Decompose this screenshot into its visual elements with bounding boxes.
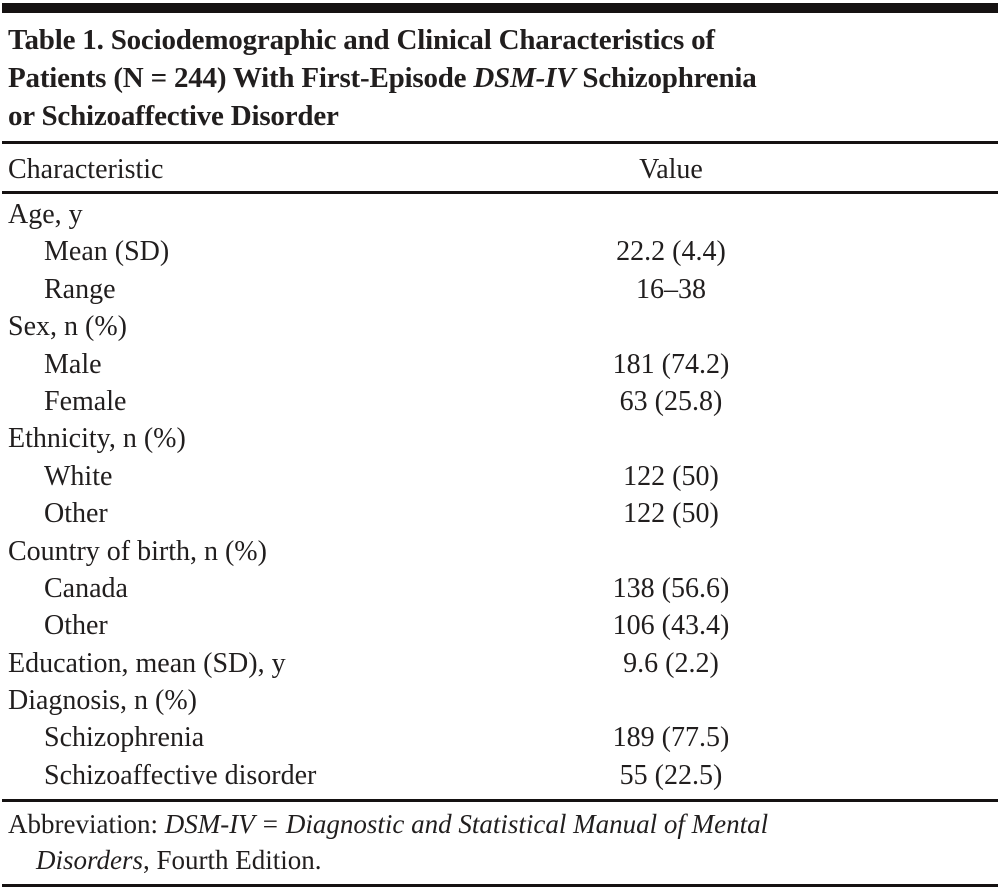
row-value: 16–38 [636, 273, 706, 305]
row-label: Sex, n (%) [8, 311, 127, 343]
table-row [0, 420, 1001, 457]
table-row [0, 196, 1001, 233]
footnote-edition: , Fourth Edition. [143, 845, 322, 875]
table-row [0, 533, 1001, 570]
table-row [0, 458, 1001, 495]
row-label: Education, mean (SD), y [8, 647, 286, 679]
row-value: 181 (74.2) [612, 348, 730, 380]
table-body [0, 196, 1001, 794]
table-row [0, 719, 1001, 756]
row-value [491, 420, 851, 457]
row-label: Schizophrenia [44, 722, 205, 754]
title-line3: or Schizoaffective Disorder [8, 100, 339, 132]
row-label: Country of birth, n (%) [8, 535, 267, 567]
row-value [491, 308, 851, 345]
title-divider-rule [2, 141, 998, 144]
row-value: 63 (25.8) [619, 385, 723, 417]
row-value: 22.2 (4.4) [616, 236, 726, 268]
title-line2-pre: Patients (N = 244) With First-Episode [8, 62, 474, 94]
row-value [491, 196, 851, 233]
row-value: 55 (22.5) [619, 759, 723, 791]
table-footnote [8, 806, 993, 878]
row-label: Mean (SD) [44, 236, 170, 268]
row-label: Range [44, 273, 116, 305]
row-label: Ethnicity, n (%) [8, 423, 186, 455]
row-value: 106 (43.4) [612, 610, 730, 642]
table-row [0, 383, 1001, 420]
table-row [0, 233, 1001, 270]
table-row [0, 607, 1001, 644]
table-row [0, 271, 1001, 308]
row-value: 122 (50) [623, 460, 719, 492]
table-row [0, 495, 1001, 532]
footnote-disorders-italic: Disorders [36, 845, 144, 875]
header-divider-rule [2, 191, 998, 194]
bottom-rule [2, 884, 998, 887]
row-label: Other [44, 610, 108, 642]
row-label: Diagnosis, n (%) [8, 685, 197, 717]
row-label: Male [44, 348, 102, 380]
table-title [8, 21, 995, 135]
row-value [491, 533, 851, 570]
table-row [0, 308, 1001, 345]
row-label: White [44, 460, 113, 492]
table-row [0, 645, 1001, 682]
top-thick-rule [2, 3, 998, 13]
footnote-line2 [8, 845, 322, 875]
footnote-dsm-expansion-italic: DSM-IV = Diagnostic and Statistical Manual of Mental [164, 809, 769, 839]
row-label: Schizoaffective disorder [44, 759, 317, 791]
table-row [0, 682, 1001, 719]
table-row [0, 346, 1001, 383]
row-value: 189 (77.5) [612, 722, 730, 754]
row-value: 122 (50) [623, 498, 719, 530]
row-value [491, 682, 851, 719]
column-header-characteristic: Characteristic [8, 154, 164, 185]
table-row [0, 757, 1001, 794]
title-dsm-iv-italic: DSM-IV [473, 62, 576, 94]
footnote-divider-rule [2, 799, 998, 802]
row-value: 138 (56.6) [612, 572, 730, 604]
row-label: Other [44, 498, 108, 530]
row-value: 9.6 (2.2) [623, 647, 719, 679]
title-line1: Table 1. Sociodemographic and Clinical Characteristics of [8, 24, 715, 56]
table-row [0, 570, 1001, 607]
row-label: Canada [44, 572, 128, 604]
column-header-row [0, 151, 1001, 189]
row-label: Female [44, 385, 127, 417]
row-label: Age, y [8, 199, 83, 230]
footnote-prefix: Abbreviation: [8, 809, 165, 839]
column-header-value: Value [639, 154, 703, 185]
title-line2-post: Schizophrenia [575, 62, 757, 94]
